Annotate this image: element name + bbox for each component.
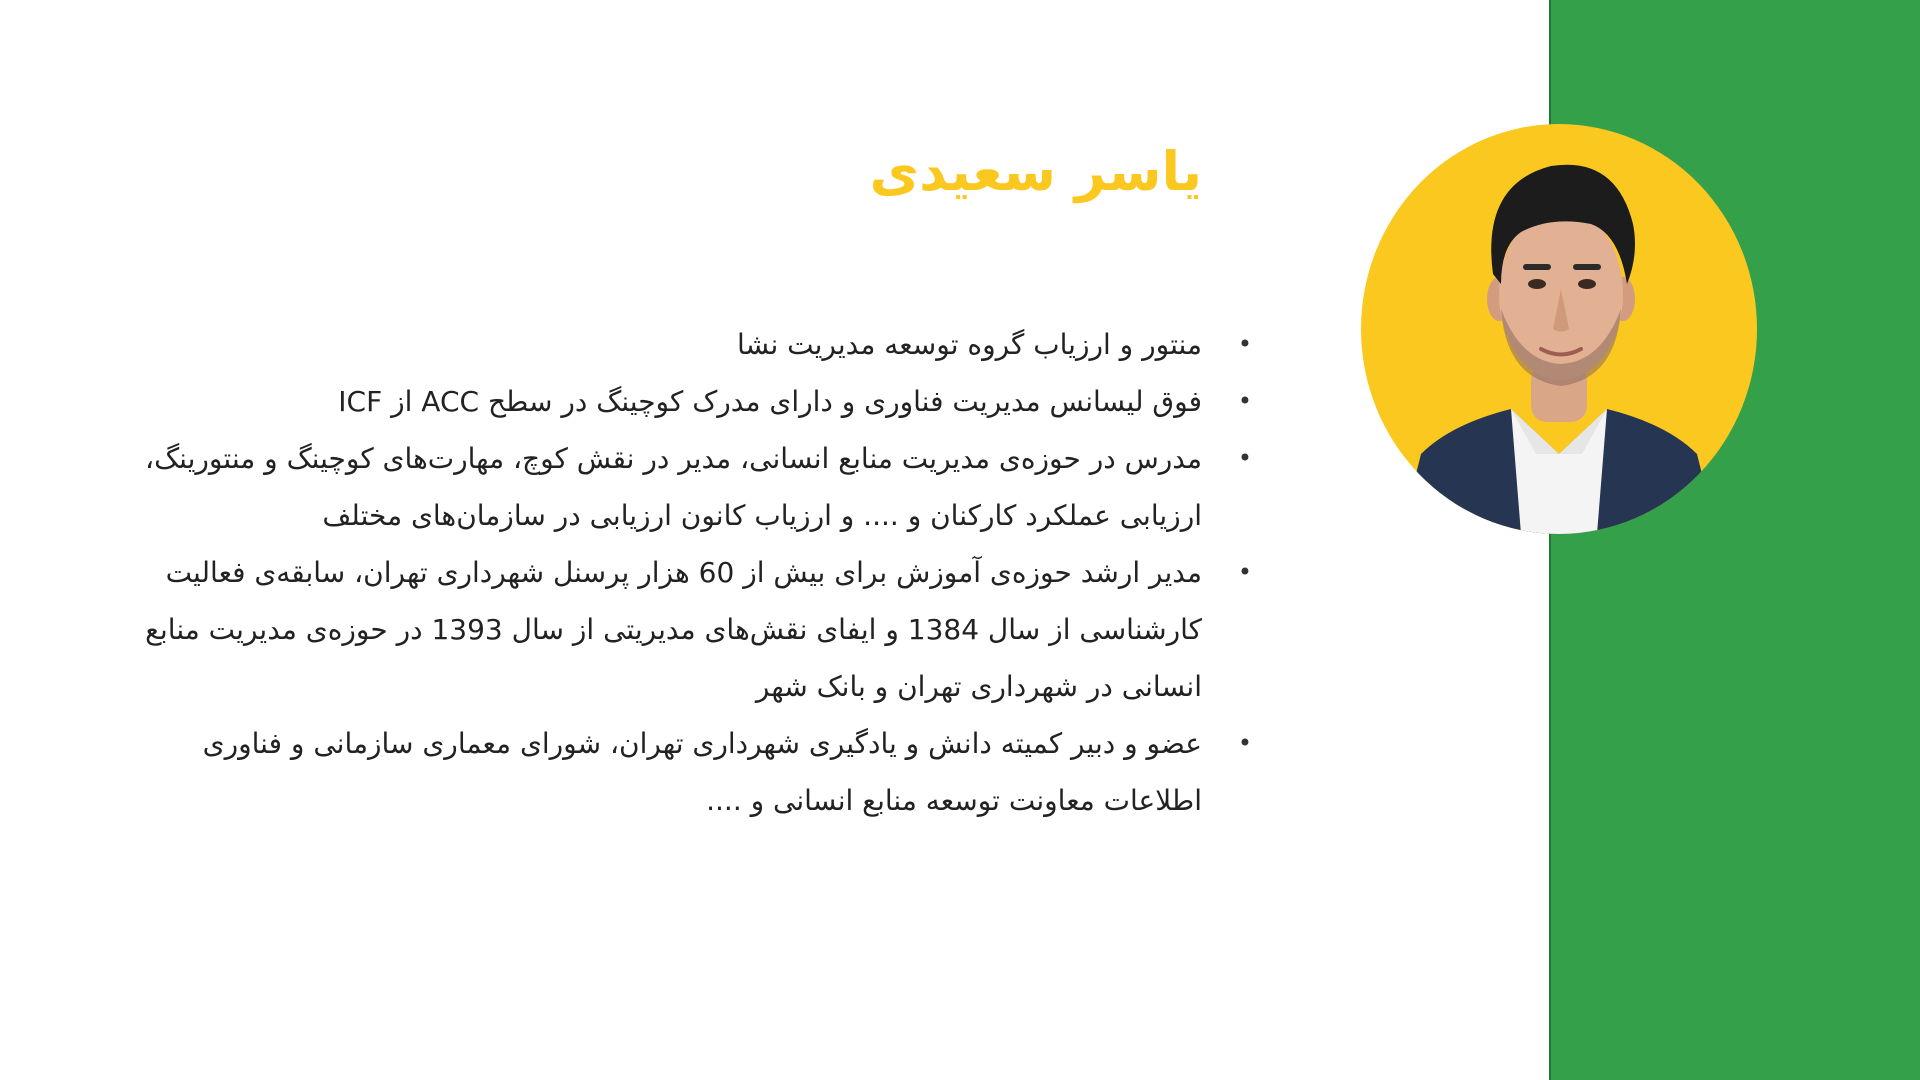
page-title: یاسر سعیدی bbox=[869, 140, 1202, 203]
bullet-icon: • bbox=[1237, 558, 1252, 586]
bio-list bbox=[132, 316, 1252, 829]
list-item bbox=[132, 430, 1252, 544]
bullet-icon: • bbox=[1237, 444, 1252, 472]
list-item-text: مدیر ارشد حوزه‌ی آموزش برای بیش از 60 هزار پرسنل شهرداری تهران، سابقه‌ی فعالیت کارشناسی از سال 1384 و ایفای نقش‌های مدیریتی از سال 1393 در حوزه‌ی مدیریت منابع انسانی در شهرداری تهران و بانک شهر bbox=[145, 556, 1202, 703]
list-item-text: مدرس در حوزه‌ی مدیریت منابع انسانی، مدیر در نقش کوچ، مهارت‌های کوچینگ و منتورینگ، ارزیابی عملکرد کارکنان و .... و ارزیاب کانون ارزیابی در سازمان‌های مختلف bbox=[145, 442, 1202, 532]
bullet-icon: • bbox=[1237, 387, 1252, 415]
bullet-icon: • bbox=[1237, 729, 1252, 757]
list-item bbox=[132, 715, 1252, 829]
bullet-icon: • bbox=[1237, 330, 1252, 358]
list-item bbox=[132, 316, 1252, 373]
list-item-text: منتور و ارزیاب گروه توسعه مدیریت نشا bbox=[736, 328, 1202, 361]
profile-photo-illustration bbox=[1361, 124, 1757, 534]
list-item-text: عضو و دبیر کمیته دانش و یادگیری شهرداری تهران، شورای معماری سازمانی و فناوری اطلاعات معاونت توسعه منابع انسانی و .... bbox=[202, 727, 1202, 817]
list-item bbox=[132, 373, 1252, 430]
profile-photo bbox=[1361, 124, 1757, 534]
list-item-text: فوق لیسانس مدیریت فناوری و دارای مدرک کوچینگ در سطح ACC از ICF bbox=[338, 385, 1202, 418]
list-item bbox=[132, 544, 1252, 715]
